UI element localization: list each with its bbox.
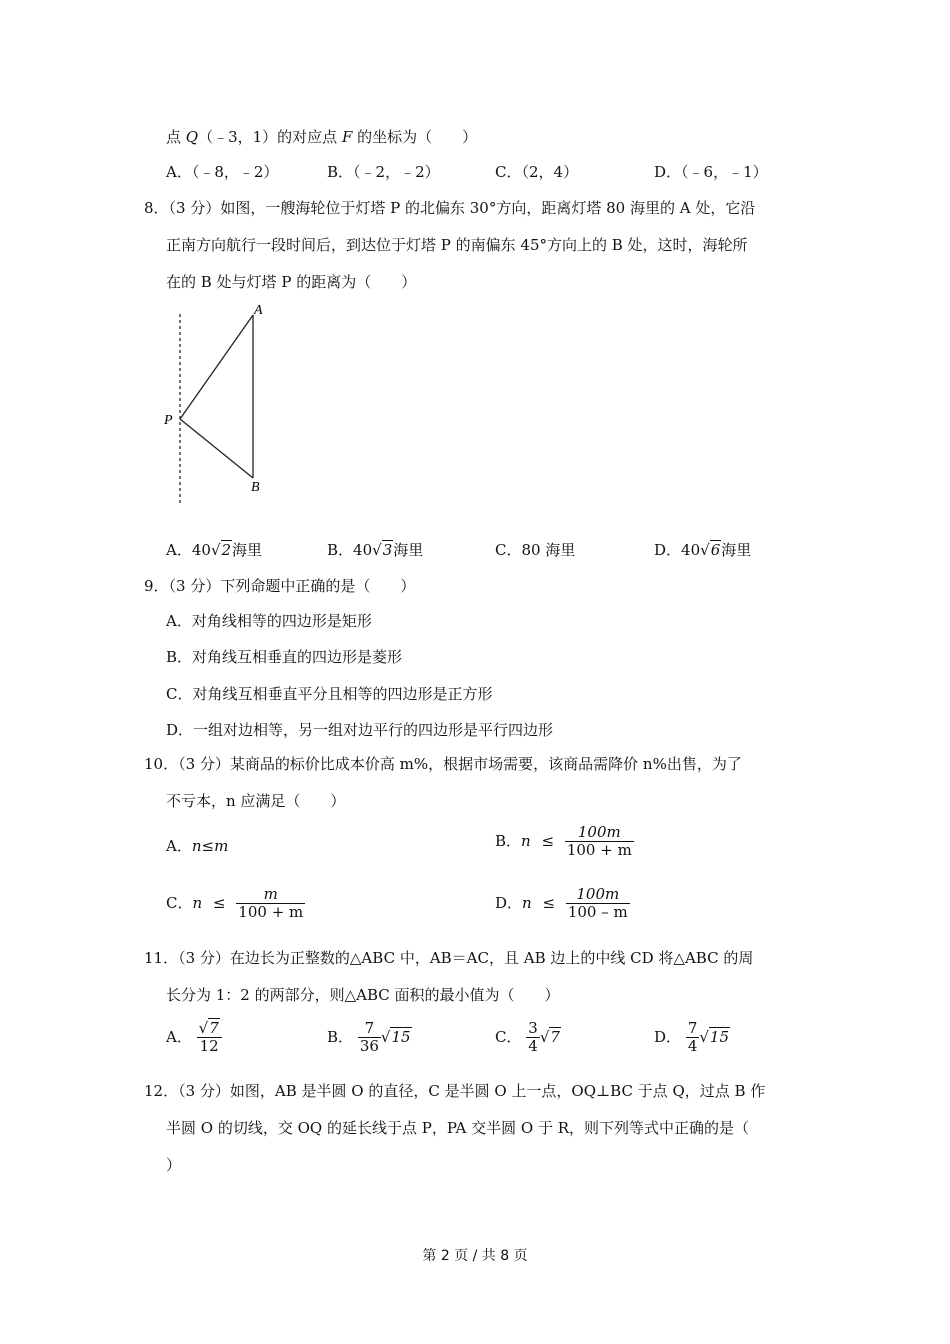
q11-option-d: D． $\frac{7}{4}$ √15 bbox=[654, 1019, 730, 1056]
q7-option-c: C．（2，4） bbox=[495, 163, 579, 181]
q8-figure bbox=[160, 300, 280, 510]
q12-stem-line3: ） bbox=[166, 1156, 182, 1174]
q11-stem-line1: 11．（3 分）在边长为正整数的△ABC 中，AB＝AC，且 AB 边上的中线 CD 将△ABC 的周 bbox=[144, 949, 754, 967]
q8-option-d: D．40√6海里 bbox=[654, 541, 752, 559]
q11-option-c: C． $\frac{3}{4}$ √7 bbox=[495, 1019, 560, 1056]
q10-option-c: C．n ≤ $\frac{m}{100 + m}$ bbox=[166, 885, 304, 922]
q10-stem-line2: 不亏本，n 应满足（ ） bbox=[166, 792, 346, 810]
label-b: B bbox=[251, 480, 260, 495]
q8-option-c: C．80 海里 bbox=[495, 541, 576, 559]
q9-stem: 9．（3 分）下列命题中正确的是（ ） bbox=[144, 577, 416, 595]
q11-stem-line2: 长分为 1：2 的两部分，则△ABC 面积的最小值为（ ） bbox=[166, 986, 560, 1004]
q8-stem-line3: 在的 B 处与灯塔 P 的距离为（ ） bbox=[166, 273, 417, 291]
q9-option-d: D．一组对边相等，另一组对边平行的四边形是平行四边形 bbox=[166, 721, 554, 739]
q7-option-d: D．（﹣6，﹣1） bbox=[654, 163, 768, 181]
q11-option-a: A． $\frac{√7}{12}$ bbox=[166, 1020, 222, 1056]
q12-stem-line1: 12．（3 分）如图，AB 是半圆 O 的直径，C 是半圆 O 上一点，OQ⊥BC 于点 Q，过点 B 作 bbox=[144, 1082, 766, 1100]
label-p: P bbox=[164, 413, 173, 428]
q8-stem-line1: 8．（3 分）如图，一艘海轮位于灯塔 P 的北偏东 30°方向，距离灯塔 80 海里的 A 处，它沿 bbox=[144, 199, 756, 217]
q12-stem-line2: 半圆 O 的切线，交 OQ 的延长线于点 P，PA 交半圆 O 于 R，则下列等式中正确的是（ bbox=[166, 1119, 750, 1137]
segment-pa bbox=[180, 315, 253, 419]
q11-option-b: B． $\frac{7}{36}$ √15 bbox=[327, 1019, 411, 1056]
q9-option-a: A．对角线相等的四边形是矩形 bbox=[166, 612, 372, 630]
q10-option-b: B．n ≤ $\frac{100m}{100 + m}$ bbox=[495, 823, 632, 860]
q7-stem-tail: 点 Q（﹣3，1）的对应点 F 的坐标为（ ） bbox=[166, 128, 478, 146]
q7-option-a: A．（﹣8，﹣2） bbox=[166, 163, 279, 181]
q9-option-b: B．对角线互相垂直的四边形是菱形 bbox=[166, 648, 403, 666]
label-a: A bbox=[254, 303, 263, 318]
segment-pb bbox=[180, 419, 253, 478]
q7-option-b: B．（﹣2，﹣2） bbox=[327, 163, 440, 181]
q8-option-a: A．40√2海里 bbox=[166, 541, 263, 559]
q8-option-b: B．40√3海里 bbox=[327, 541, 424, 559]
q10-option-d: D．n ≤ $\frac{100m}{100 - m}$ bbox=[495, 885, 628, 922]
q9-option-c: C．对角线互相垂直平分且相等的四边形是正方形 bbox=[166, 685, 493, 703]
q10-stem-line1: 10．（3 分）某商品的标价比成本价高 m%，根据市场需要，该商品需降价 n%出售，为了 bbox=[144, 755, 742, 773]
page-footer: 第 2 页 / 共 8 页 bbox=[422, 1248, 528, 1264]
q10-option-a: A．n≤m bbox=[166, 837, 229, 855]
q8-stem-line2: 正南方向航行一段时间后，到达位于灯塔 P 的南偏东 45°方向上的 B 处，这时，海轮所 bbox=[166, 236, 748, 254]
